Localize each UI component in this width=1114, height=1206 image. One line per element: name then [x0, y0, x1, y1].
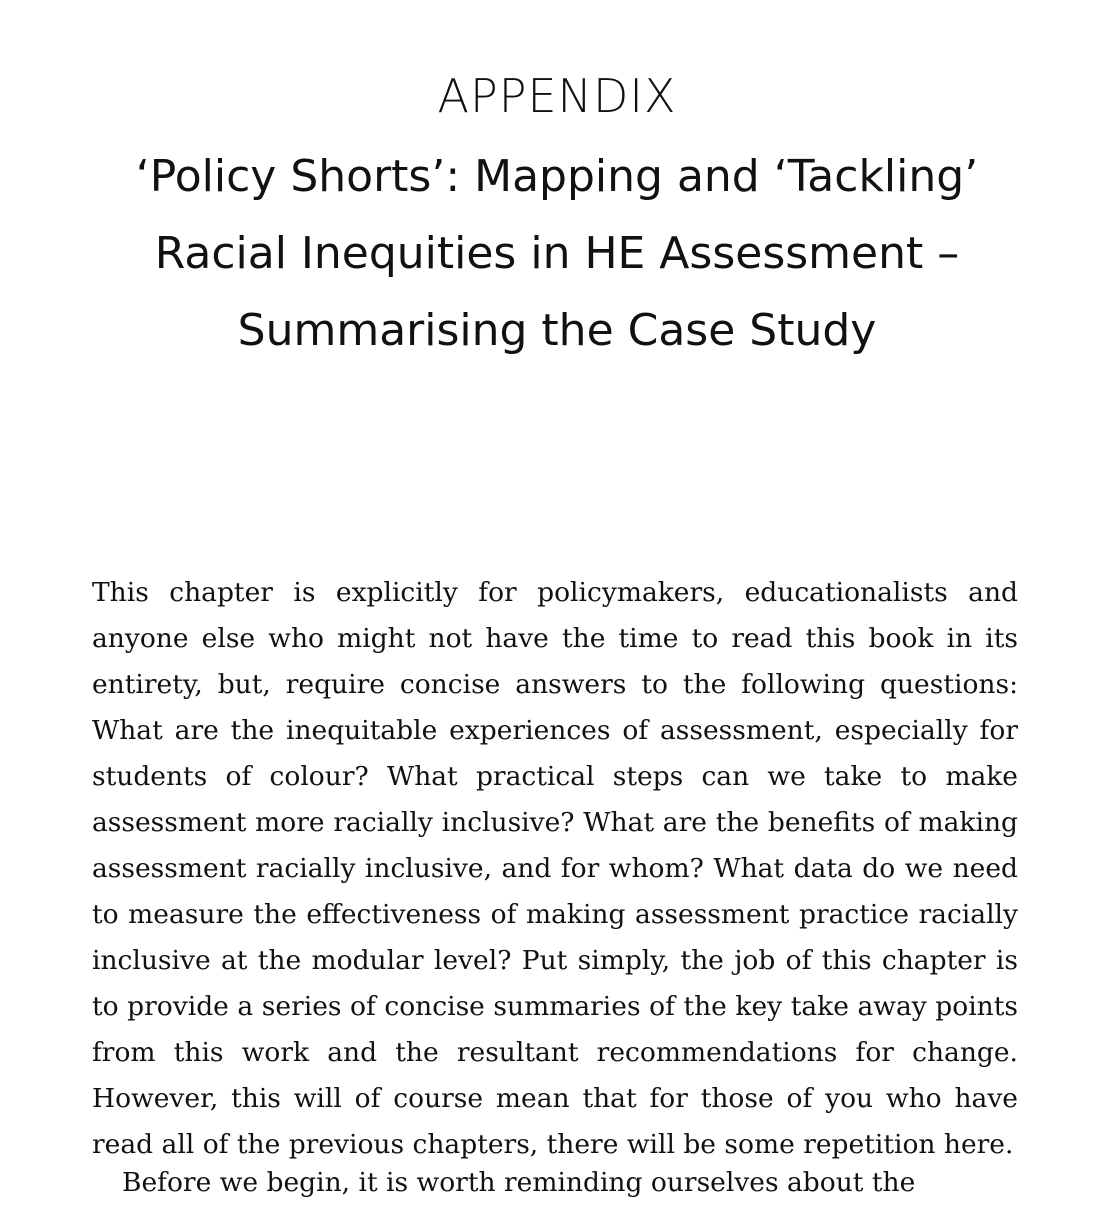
chapter-title: [0, 138, 1114, 369]
body-line: entirety, but, require concise answers to the following questions:: [92, 669, 1018, 700]
body-line: assessment racially inclusive, and for whom? What data do we need: [92, 853, 1018, 884]
chapter-heading: [0, 66, 1114, 369]
body-line: inclusive at the modular level? Put simply, the job of this chapter is: [92, 945, 1018, 976]
body-line: anyone else who might not have the time to read this book in its: [92, 623, 1018, 654]
body-line: This chapter is explicitly for policymakers, educationalists and: [92, 577, 1018, 608]
body-line: read all of the previous chapters, there will be some repetition here.: [92, 1129, 1014, 1160]
body-line: from this work and the resultant recommendations for change.: [92, 1037, 1018, 1068]
body-line: What are the inequitable experiences of assessment, especially for: [92, 715, 1018, 746]
partially-visible-line-text: Before we begin, it is worth reminding ourselves about the: [122, 1167, 916, 1198]
chapter-title-line-1: ‘Policy Shorts’: Mapping and ‘Tackling’: [135, 151, 979, 202]
chapter-title-line-3: Summarising the Case Study: [237, 305, 877, 356]
appendix-label: APPENDIX: [437, 69, 677, 123]
body-line: to provide a series of concise summaries of the key take away points: [92, 991, 1018, 1022]
body-paragraph: [92, 570, 1018, 1168]
chapter-title-line-2: Racial Inequities in HE Assessment –: [154, 228, 960, 279]
body-line: assessment more racially inclusive? What are the benefits of making: [92, 807, 1018, 838]
partially-visible-line: [92, 1167, 1018, 1198]
body-line: students of colour? What practical steps can we take to make: [92, 761, 1018, 792]
body-line: However, this will of course mean that for those of you who have: [92, 1083, 1018, 1114]
body-line: to measure the effectiveness of making assessment practice racially: [92, 899, 1018, 930]
